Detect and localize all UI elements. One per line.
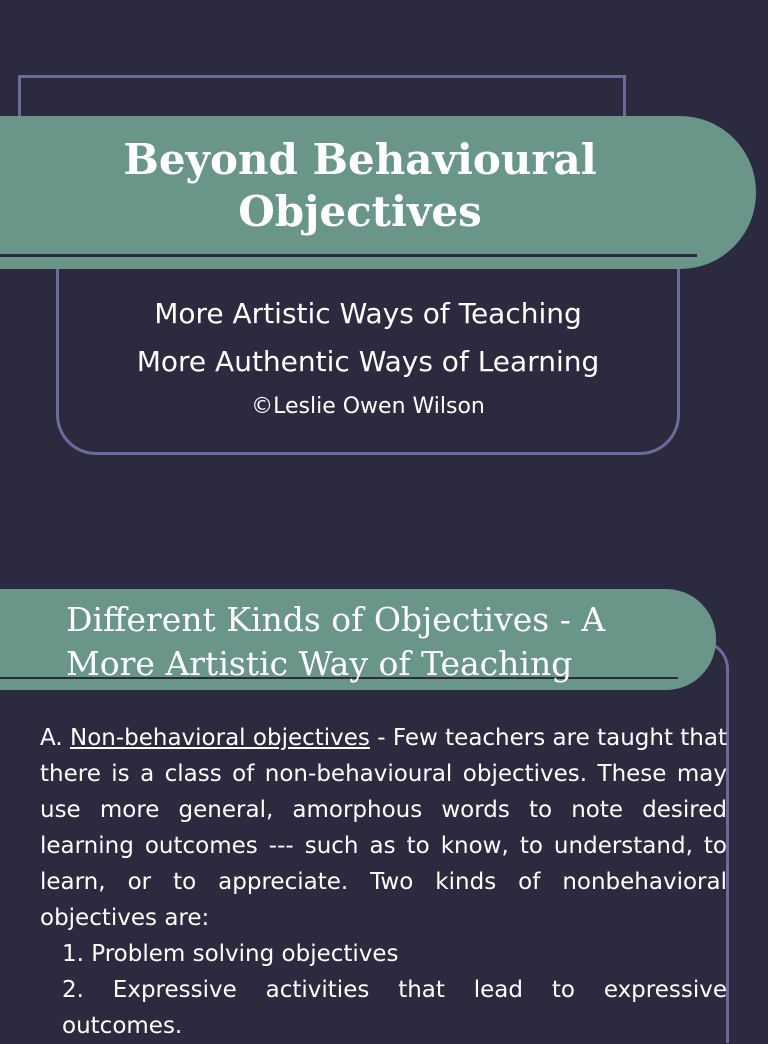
list-item: 1. Problem solving objectives bbox=[62, 941, 399, 967]
slide2-heading-line1: Different Kinds of Objectives - A bbox=[66, 600, 606, 639]
slide-title-line2: Objectives bbox=[238, 187, 482, 236]
author-credit: ©Leslie Owen Wilson bbox=[251, 394, 485, 419]
objectives-paragraph bbox=[40, 720, 727, 936]
slide2-heading bbox=[66, 598, 706, 686]
slide2-heading-line2: More Artistic Way of Teaching bbox=[66, 644, 573, 683]
list-item: 2. Expressive activities that lead to expressive bbox=[62, 977, 727, 1003]
non-behavioral-term: Non-behavioral objectives bbox=[69, 725, 370, 751]
paragraph-prefix: A. bbox=[40, 725, 70, 751]
list-item: outcomes. bbox=[62, 1013, 183, 1039]
slide2-body bbox=[40, 720, 727, 1044]
slide-title-line1: Beyond Behavioural bbox=[123, 135, 597, 184]
subtitle-authentic: More Authentic Ways of Learning bbox=[136, 345, 600, 378]
subtitle-artistic: More Artistic Ways of Teaching bbox=[154, 297, 582, 330]
paragraph-text: - Few teachers are taught that there is a class of non-behavioural objectives. These may use more general, amorphous words to note desired learning outcomes --- such as to know, to understand, to learn, or to appreciate. Two kinds of nonbehavioral objectives are: bbox=[40, 725, 727, 931]
slide-title bbox=[0, 134, 720, 238]
title-divider bbox=[0, 254, 697, 257]
